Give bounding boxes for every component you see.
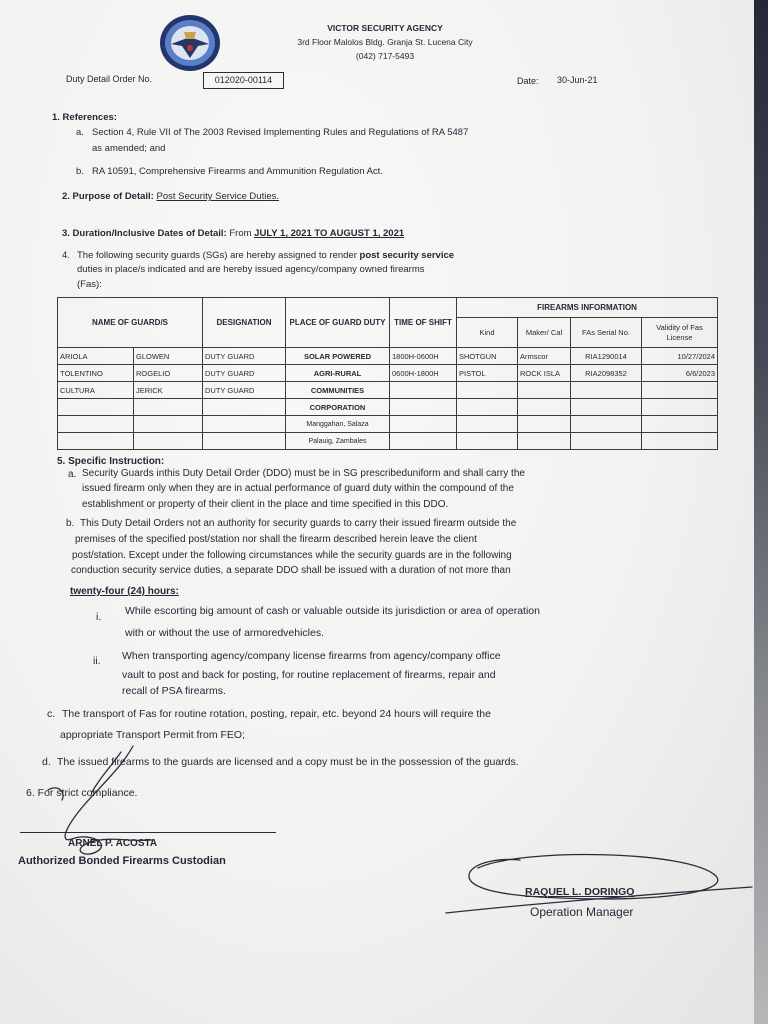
purpose-value: Post Security Service Duties. (156, 191, 279, 202)
date-label: Date: (517, 76, 539, 86)
reference-a-line-2: as amended; and (92, 143, 166, 154)
cell-kind (457, 399, 518, 416)
cell-time (390, 433, 457, 450)
custodian-title: Authorized Bonded Firearms Custodian (18, 855, 226, 867)
reference-a-marker: a. (76, 127, 84, 138)
cell-place: SOLAR POWERED (286, 348, 390, 365)
cell-time (390, 399, 457, 416)
table-row (58, 382, 718, 399)
header-place-of-guard-duty: PLACE OF GUARD DUTY (286, 298, 390, 348)
header-serial-no: FAs Serial No. (571, 318, 642, 348)
reference-a-line-1: Section 4, Rule VII of The 2003 Revised Implementing Rules and Regulations of RA 5487 (92, 127, 469, 138)
instruction-b-marker: b. (66, 518, 75, 529)
cell-place: CORPORATION (286, 399, 390, 416)
header-time-of-shift: TIME OF SHIFT (390, 298, 457, 348)
cell-kind: PISTOL (457, 365, 518, 382)
cell-time: 0600H-1800H (390, 365, 457, 382)
instruction-d-line-1: The issued firearms to the guards are licensed and a copy must be in the possession of the guards. (57, 756, 519, 768)
instruction-b-line-2: premises of the specified post/station nor shall the firearm described herein leave the client (75, 534, 477, 545)
header-kind: Kind (457, 318, 518, 348)
reference-b-line-1: RA 10591, Comprehensive Firearms and Ammunition Regulation Act. (92, 166, 383, 177)
instruction-b-ii-line-1: When transporting agency/company license firearms from agency/company office (122, 650, 501, 662)
table-row (58, 399, 718, 416)
references-heading: 1. References: (52, 112, 117, 123)
table-row (58, 416, 718, 433)
cell-surname: ARIOLA (58, 348, 134, 365)
cell-serial (571, 433, 642, 450)
instruction-a-line-1: Security Guards inthis Duty Detail Order (DDO) must be in SG prescribeduniform and shall carry the (82, 468, 525, 479)
custodian-signature-line (20, 832, 276, 833)
duration-from: From (229, 228, 252, 239)
cell-surname (58, 433, 134, 450)
instruction-b-i-line-1: While escorting big amount of cash or valuable outside its jurisdiction or area of operation (125, 605, 540, 617)
instruction-c-marker: c. (47, 708, 56, 720)
manager-name: RAQUEL L. DORINGO (525, 886, 635, 898)
cell-maker: ROCK ISLA (518, 365, 571, 382)
cell-serial (571, 399, 642, 416)
cell-kind (457, 416, 518, 433)
assignment-line-1 (77, 250, 454, 261)
header-maker-cal: Maker/ Cal (518, 318, 571, 348)
cell-first-name: JERICK (134, 382, 203, 399)
purpose-label: 2. Purpose of Detail: (62, 191, 154, 202)
cell-first-name (134, 433, 203, 450)
cell-place: COMMUNITIES (286, 382, 390, 399)
cell-validity (642, 382, 718, 399)
purpose-line (62, 191, 279, 202)
cell-surname (58, 416, 134, 433)
cell-first-name (134, 399, 203, 416)
cell-maker (518, 416, 571, 433)
cell-maker (518, 382, 571, 399)
agency-name: VICTOR SECURITY AGENCY (327, 23, 443, 33)
table-row (58, 365, 718, 382)
instructions-heading: 5. Specific Instruction: (57, 456, 165, 467)
order-number-box: 012020-00114 (203, 72, 284, 89)
instruction-b-line-5: twenty-four (24) hours: (70, 586, 179, 597)
cell-serial (571, 382, 642, 399)
header-name-of-guards: NAME OF GUARD/S (58, 298, 203, 348)
cell-surname (58, 399, 134, 416)
cell-first-name: GLOWEN (134, 348, 203, 365)
cell-designation (203, 416, 286, 433)
agency-phone: (042) 717-5493 (355, 51, 415, 61)
cell-validity: 6/6/2023 (642, 365, 718, 382)
assignment-marker: 4. (62, 250, 70, 261)
header-validity: Validity of Fas License (642, 318, 718, 348)
cell-maker (518, 433, 571, 450)
cell-time (390, 416, 457, 433)
closing-line: 6. For strict compliance. (26, 787, 138, 799)
cell-time (390, 382, 457, 399)
cell-time: 1800H-0600H (390, 348, 457, 365)
cell-designation (203, 399, 286, 416)
cell-designation: DUTY GUARD (203, 382, 286, 399)
header-firearms-information: FIREARMS INFORMATION (457, 298, 718, 318)
cell-validity (642, 433, 718, 450)
duration-line (62, 228, 404, 239)
agency-address: 3rd Floor Malolos Bldg. Granja St. Lucena City (297, 37, 473, 47)
cell-first-name (134, 416, 203, 433)
assignment-line-3: (Fas): (77, 279, 102, 290)
instruction-a-marker: a. (68, 469, 77, 480)
cell-serial: RIA2098352 (571, 365, 642, 382)
duration-dates: JULY 1, 2021 TO AUGUST 1, 2021 (254, 228, 405, 239)
paper-edge-shadow (754, 0, 768, 1024)
reference-b-marker: b. (76, 166, 84, 177)
cell-place: Manggahan, Salaza (286, 416, 390, 433)
cell-place: Palauig, Zambales (286, 433, 390, 450)
instruction-a-line-2: issued firearm only when they are in actual performance of guard duty within the compound of the (82, 483, 514, 494)
cell-designation: DUTY GUARD (203, 365, 286, 382)
instruction-b-i-marker: i. (96, 611, 102, 623)
cell-surname: TOLENTINO (58, 365, 134, 382)
cell-kind: SHOTGUN (457, 348, 518, 365)
custodian-name: ARNEL P. ACOSTA (68, 838, 158, 849)
date-value: 30-Jun-21 (557, 75, 598, 85)
assignment-line-1-emphasis: post security service (359, 250, 455, 261)
order-number-label: Duty Detail Order No. (66, 74, 153, 84)
cell-first-name: ROGELIO (134, 365, 203, 382)
cell-designation: DUTY GUARD (203, 348, 286, 365)
manager-title: Operation Manager (530, 905, 634, 919)
table-row (58, 433, 718, 450)
instruction-b-ii-line-2: vault to post and back for posting, for routine replacement of firearms, repair and (122, 669, 496, 681)
cell-place: AGRI-RURAL (286, 365, 390, 382)
instruction-b-ii-line-3: recall of PSA firearms. (122, 685, 226, 697)
cell-surname: CULTURA (58, 382, 134, 399)
cell-validity (642, 416, 718, 433)
agency-seal-logo (158, 13, 222, 73)
instruction-c-line-2: appropriate Transport Permit from FEO; (60, 729, 245, 741)
cell-kind (457, 382, 518, 399)
assignment-line-1-text: The following security guards (SGs) are hereby assigned to render (77, 250, 357, 261)
table-row (58, 348, 718, 365)
instruction-a-line-3: establishment or property of their client in the place and time specified in this DDO. (82, 499, 449, 510)
duration-label: 3. Duration/Inclusive Dates of Detail: (62, 228, 227, 239)
instruction-b-i-line-2: with or without the use of armoredvehicles. (125, 627, 325, 639)
cell-validity (642, 399, 718, 416)
instruction-d-marker: d. (42, 756, 51, 768)
table-header-row (58, 298, 718, 318)
cell-serial (571, 416, 642, 433)
instruction-b-ii-marker: ii. (93, 655, 101, 667)
cell-validity: 10/27/2024 (642, 348, 718, 365)
cell-maker (518, 399, 571, 416)
instruction-b-line-4: conduction security service duties, a separate DDO shall be issued with a duration of not more than (71, 565, 511, 576)
cell-maker: Armscor (518, 348, 571, 365)
instruction-b-line-1: This Duty Detail Orders not an authority for security guards to carry their issued firearm outside the (80, 518, 517, 529)
instruction-b-line-3: post/station. Except under the following circumstances while the security guards are in the following (72, 550, 512, 561)
cell-kind (457, 433, 518, 450)
instruction-c-line-1: The transport of Fas for routine rotation, posting, repair, etc. beyond 24 hours will require the (62, 708, 491, 720)
guard-assignment-table (57, 297, 718, 450)
cell-serial: RIA1290014 (571, 348, 642, 365)
header-designation: DESIGNATION (203, 298, 286, 348)
cell-designation (203, 433, 286, 450)
assignment-line-2: duties in place/s indicated and are hereby issued agency/company owned firearms (77, 264, 425, 275)
